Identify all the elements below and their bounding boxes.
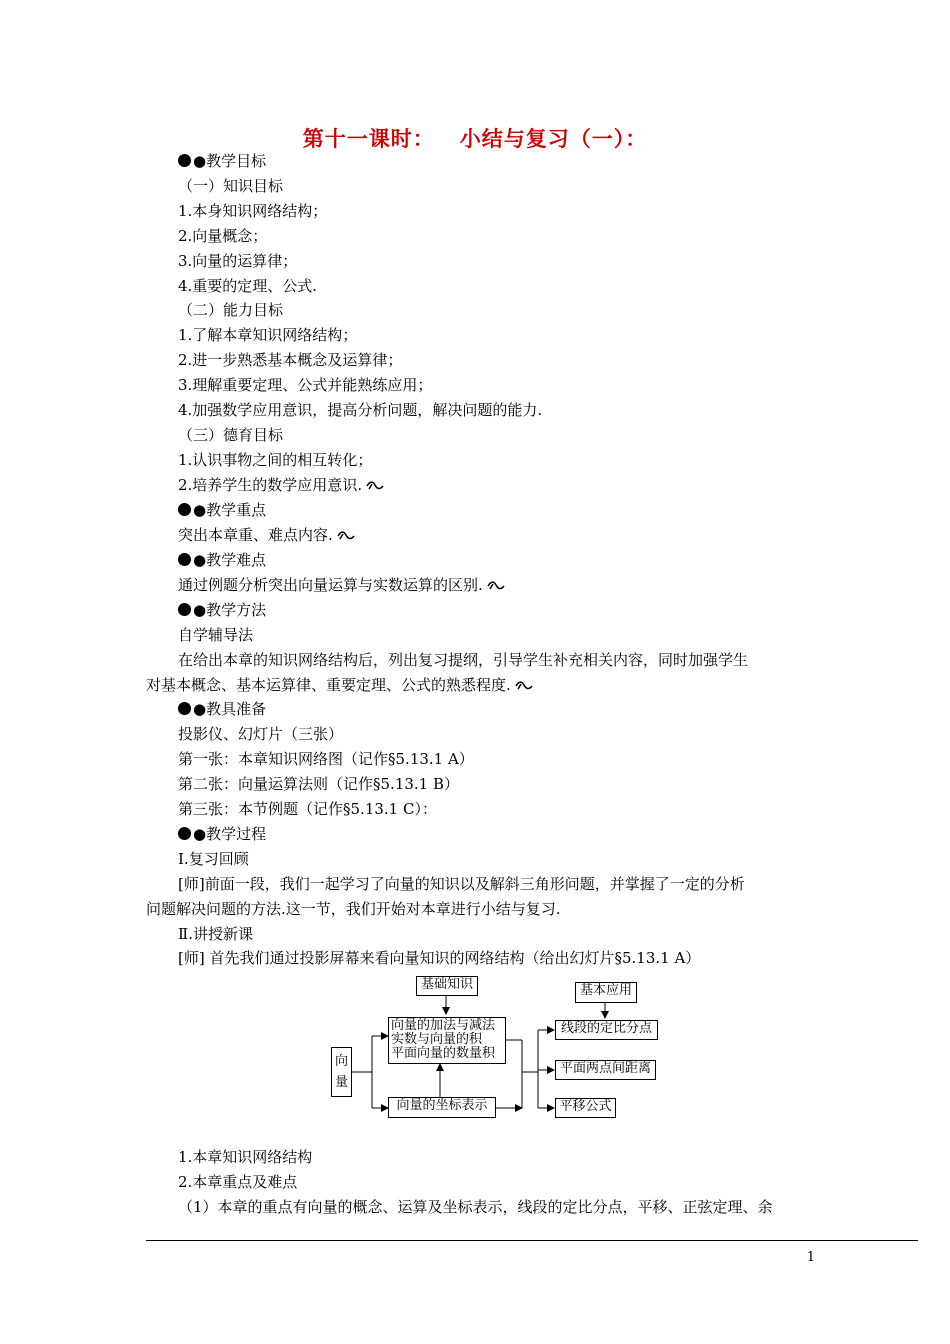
pen-icon	[366, 475, 384, 495]
text-line: （一）知识目标	[178, 177, 284, 195]
section-heading: ●教学过程	[178, 824, 266, 844]
text-line: 问题解决问题的方法.这一节，我们开始对本章进行小结与复习.	[146, 900, 561, 918]
text-line: 3.理解重要定理、公式并能熟练应用；	[178, 376, 433, 394]
pen-icon	[515, 675, 533, 695]
text-line: 通过例题分析突出向量运算与实数运算的区别.	[178, 575, 505, 595]
text-line: （三）德育目标	[178, 426, 284, 444]
text-line: 1.认识事物之间的相互转化；	[178, 451, 373, 469]
text-line: 第三张：本节例题（记作§5.13.1 C）：	[178, 800, 437, 818]
text-line: 1.了解本章知识网络结构；	[178, 326, 358, 344]
page-title: 第十一课时： 小结与复习（一）：	[302, 127, 648, 151]
footer-divider	[146, 1240, 918, 1241]
bullet-icon	[178, 702, 191, 715]
text-line: 在给出本章的知识网络结构后，列出复习提纲，引导学生补充相关内容，同时加强学生	[178, 651, 749, 669]
text-line: [师] 首先我们通过投影屏幕来看向量知识的网络结构（给出幻灯片§5.13.1 A）	[178, 949, 701, 967]
text-line: 自学辅导法	[178, 626, 254, 644]
text-line: 4.加强数学应用意识，提高分析问题，解决问题的能力.	[178, 401, 543, 419]
section-heading: ●教学重点	[178, 500, 266, 520]
text-line: 2.本章重点及难点	[178, 1173, 298, 1191]
bullet-icon	[178, 827, 191, 840]
text-line: 2.培养学生的数学应用意识.	[178, 475, 384, 495]
bullet-icon	[178, 503, 191, 516]
text-line: Ⅰ.复习回顾	[178, 850, 249, 868]
bullet-icon	[178, 603, 191, 616]
basic-application-box: 基本应用	[575, 982, 637, 1003]
text-line: 1.本身知识网络结构；	[178, 202, 328, 220]
bullet-icon	[178, 553, 191, 566]
operation-line: 平面向量的数量积	[391, 1046, 496, 1061]
vector-operations-box	[388, 1017, 506, 1064]
basic-knowledge-box: 基础知识	[416, 976, 478, 996]
page-number: 1	[806, 1250, 815, 1265]
text-line: 1.本章知识网络结构	[178, 1148, 313, 1166]
text-line: 2.向量概念；	[178, 227, 268, 245]
text-line: 4.重要的定理、公式.	[178, 277, 318, 295]
section-heading: ●教学方法	[178, 600, 266, 620]
operation-line: 向量的加法与减法	[391, 1018, 496, 1033]
coordinate-representation-box: 向量的坐标表示	[388, 1097, 496, 1118]
app-box-translation: 平移公式	[555, 1098, 616, 1118]
vector-box	[331, 1047, 352, 1097]
text-line: 突出本章重、难点内容.	[178, 525, 355, 545]
text-line: 第一张：本章知识网络图（记作§5.13.1 A）	[178, 750, 474, 768]
text-line: Ⅱ.讲授新课	[178, 925, 253, 943]
app-box-distance: 平面两点间距离	[555, 1060, 656, 1080]
text-line: （1）本章的重点有向量的概念、运算及坐标表示，线段的定比分点，平移、正弦定理、余	[178, 1198, 773, 1216]
text-line: 3.向量的运算律；	[178, 252, 298, 270]
text-line: 投影仪、幻灯片（三张）	[178, 725, 344, 743]
operation-line: 实数与向量的积	[391, 1032, 483, 1047]
bullet-icon	[178, 154, 191, 167]
section-heading: ●教学目标	[178, 151, 266, 171]
pen-icon	[337, 525, 355, 545]
text-line: 对基本概念、基本运算律、重要定理、公式的熟悉程度.	[146, 675, 533, 695]
vector-box-char: 向	[334, 1054, 348, 1069]
pen-icon	[487, 575, 505, 595]
section-heading: ●教学难点	[178, 550, 266, 570]
text-line: 2.进一步熟悉基本概念及运算律；	[178, 351, 403, 369]
app-box-section-point: 线段的定比分点	[555, 1020, 658, 1040]
text-line: [师]前面一段，我们一起学习了向量的知识以及解斜三角形问题，并掌握了一定的分析	[178, 875, 745, 893]
vector-box-char: 量	[334, 1075, 348, 1090]
text-line: 第二张：向量运算法则（记作§5.13.1 B）	[178, 775, 460, 793]
text-line: （二）能力目标	[178, 301, 284, 319]
section-heading: ●教具准备	[178, 699, 266, 719]
